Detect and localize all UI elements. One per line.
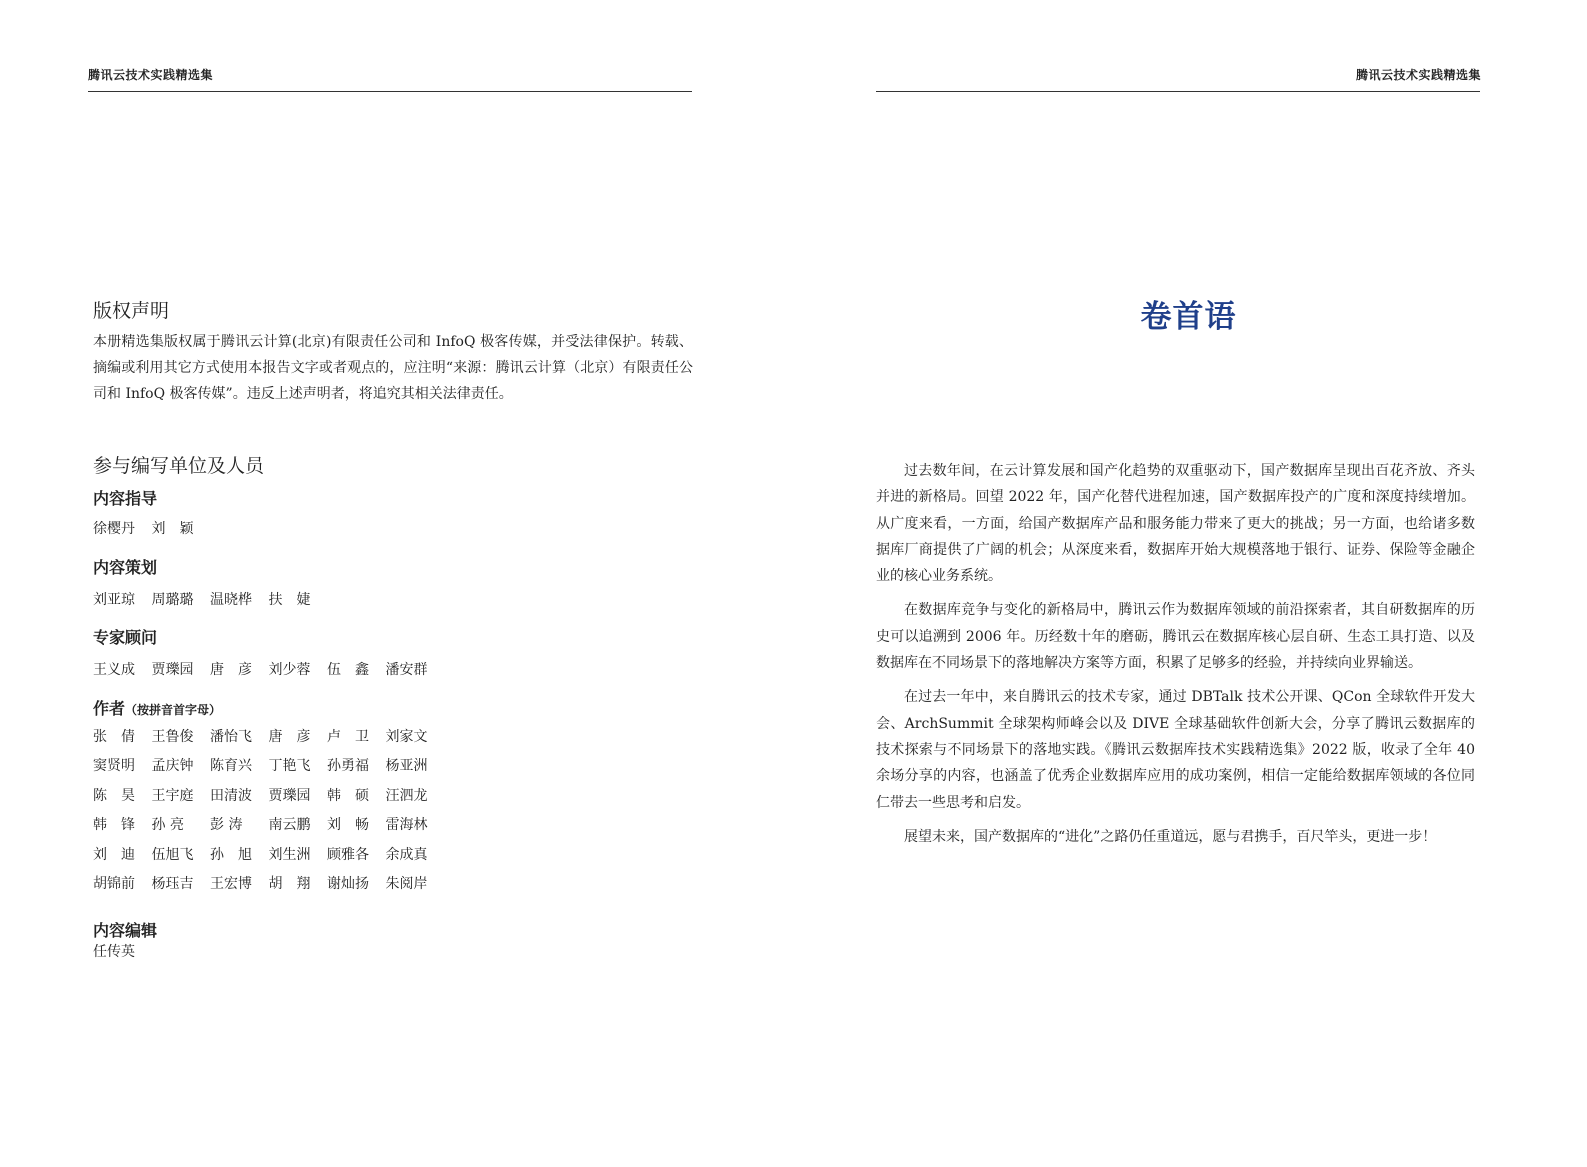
contributor-name: 刘亚琼 [93,591,135,608]
authors-row [93,752,693,782]
guidance-title: 内容指导 [93,489,158,508]
authors-row [93,782,693,812]
contributor-name: 丁艳飞 [268,758,311,774]
contributor-name: 扶 婕 [268,591,311,608]
planning-names [93,586,693,616]
advisors-title: 专家顾问 [93,628,158,647]
contributor-name: 朱阅岸 [385,876,428,892]
contributor-name: 王宇庭 [151,787,194,804]
preface-title: 卷首语 [1140,298,1237,335]
authors-title: 作者 [93,698,126,718]
preface-paragraph: 在数据库竞争与变化的新格局中，腾讯云作为数据库领域的前沿探索者，其自研数据库的历史可以追溯到 2006 年。历经数十年的磨砺，腾讯云在数据库核心层自研、生态工具打造、以及数据库在不同场景下的落地解决方案等方面，积累了足够多的经验，并持续向业界输送。 [876,602,1475,672]
authors-grid [93,723,693,900]
contributor-name: 王义成 [93,662,135,678]
contributor-name: 余成真 [385,846,428,863]
header-rule-left [88,91,692,92]
contributor-name: 陈育兴 [210,758,252,774]
contributor-name: 任传英 [93,943,135,960]
contributor-name: 孟庆钟 [151,758,194,774]
contributor-name: 雷海林 [385,817,428,833]
contributor-name: 彭 涛 [210,817,243,833]
contributor-name: 周璐璐 [151,591,194,608]
running-header-left: 腾讯云技术实践精选集 [88,68,214,82]
guidance-names [93,515,693,545]
contributor-name: 潘怡飞 [210,728,252,745]
contributor-name: 卢 卫 [327,728,369,745]
contributor-name: 杨亚洲 [385,758,428,774]
contributor-name: 胡 翔 [268,876,311,892]
contributors-section [93,451,693,963]
contributor-name: 潘安群 [385,662,428,678]
contributor-name: 韩 锋 [93,817,135,833]
contributor-name: 刘 迪 [93,846,135,863]
contributor-name: 窦贤明 [93,758,135,774]
authors-row [93,841,693,871]
left-page [0,0,790,1167]
authors-note: （按拼音首字母） [125,702,222,717]
preface-body [876,458,1475,858]
running-header-right: 腾讯云技术实践精选集 [1355,68,1481,82]
editing-title: 内容编辑 [93,920,158,940]
contributor-name: 伍 鑫 [327,662,369,678]
contributor-name: 南云鹏 [268,817,311,833]
contributor-name: 王宏博 [210,876,252,892]
contributor-name: 温晓桦 [210,591,252,608]
contributor-name: 孙 亮 [151,817,184,833]
planning-title: 内容策划 [93,557,158,577]
contributor-name: 伍旭飞 [151,846,194,863]
contributors-title: 参与编写单位及人员 [93,455,265,477]
contributor-name: 刘 畅 [327,817,369,833]
contributor-name: 徐樱丹 [93,521,135,537]
copyright-text: 本册精选集版权属于腾讯云计算(北京)有限责任公司和 InfoQ 极客传媒，并受法律保护。转载、摘编或利用其它方式使用本报告文字或者观点的，应注明“来源：腾讯云计算（北京）有限责任公司和 InfoQ 极客传媒”。违反上述声明者，将追究其相关法律责任。 [93,334,693,402]
authors-row [93,870,693,900]
editing-names [93,941,693,963]
contributor-name: 刘 颖 [151,521,194,537]
contributor-name: 刘生洲 [268,846,311,863]
contributor-name: 贾瓅园 [268,787,311,804]
contributor-name: 汪泗龙 [385,787,428,804]
contributor-name: 田清波 [210,787,252,804]
contributor-name: 张 倩 [93,728,135,745]
contributor-name: 陈 昊 [93,787,135,804]
authors-row [93,811,693,841]
preface-paragraph: 过去数年间，在云计算发展和国产化趋势的双重驱动下，国产数据库呈现出百花齐放、齐头并进的新格局。回望 2022 年，国产化替代进程加速，国产数据库投产的广度和深度持续增加。从广度来看，一方面，给国产数据库产品和服务能力带来了更大的挑战；另一方面，也给诸多数据库厂商提供了广阔的机会；从深度来看，数据库开始大规模落地于银行、证券、保险等金融企业的核心业务系统。 [876,463,1475,585]
contributor-name: 唐 彦 [268,728,311,745]
contributor-name: 贾瓅园 [151,662,194,678]
advisors-names [93,656,693,686]
header-rule-right [876,91,1480,92]
contributor-name: 胡锦前 [93,876,135,892]
authors-title-line [93,696,693,719]
contributor-name: 王鲁俊 [151,728,194,745]
copyright-section [93,296,693,407]
contributor-name: 顾雅各 [327,846,369,863]
contributor-name: 刘少蓉 [268,662,311,678]
right-page [790,0,1587,1167]
contributor-name: 刘家文 [385,728,428,745]
contributor-name: 唐 彦 [210,662,252,678]
authors-row [93,723,693,753]
contributor-name: 孙勇福 [327,758,369,774]
contributor-name: 韩 硕 [327,787,369,804]
preface-paragraph: 展望未来，国产数据库的“进化”之路仍任重道远，愿与君携手，百尺竿头，更进一步！ [904,828,1437,845]
contributor-name: 谢灿扬 [327,876,369,892]
preface-paragraph: 在过去一年中，来自腾讯云的技术专家，通过 DBTalk 技术公开课、QCon 全球软件开发大会、ArchSummit 全球架构师峰会以及 DIVE 全球基础软件创新大会，分享了腾讯云数据库的技术探索与不同场景下的落地实践。《腾讯云数据库技术实践精选集》2022 版，收录了全年 40 余场分享的内容，也涵盖了优秀企业数据库应用的成功案例，相信一定能给数据库领域的各位同仁带去一些思考和启发。 [876,689,1475,811]
contributor-name: 杨珏吉 [151,876,194,892]
contributor-name: 孙 旭 [210,846,252,863]
copyright-title: 版权声明 [93,300,170,322]
